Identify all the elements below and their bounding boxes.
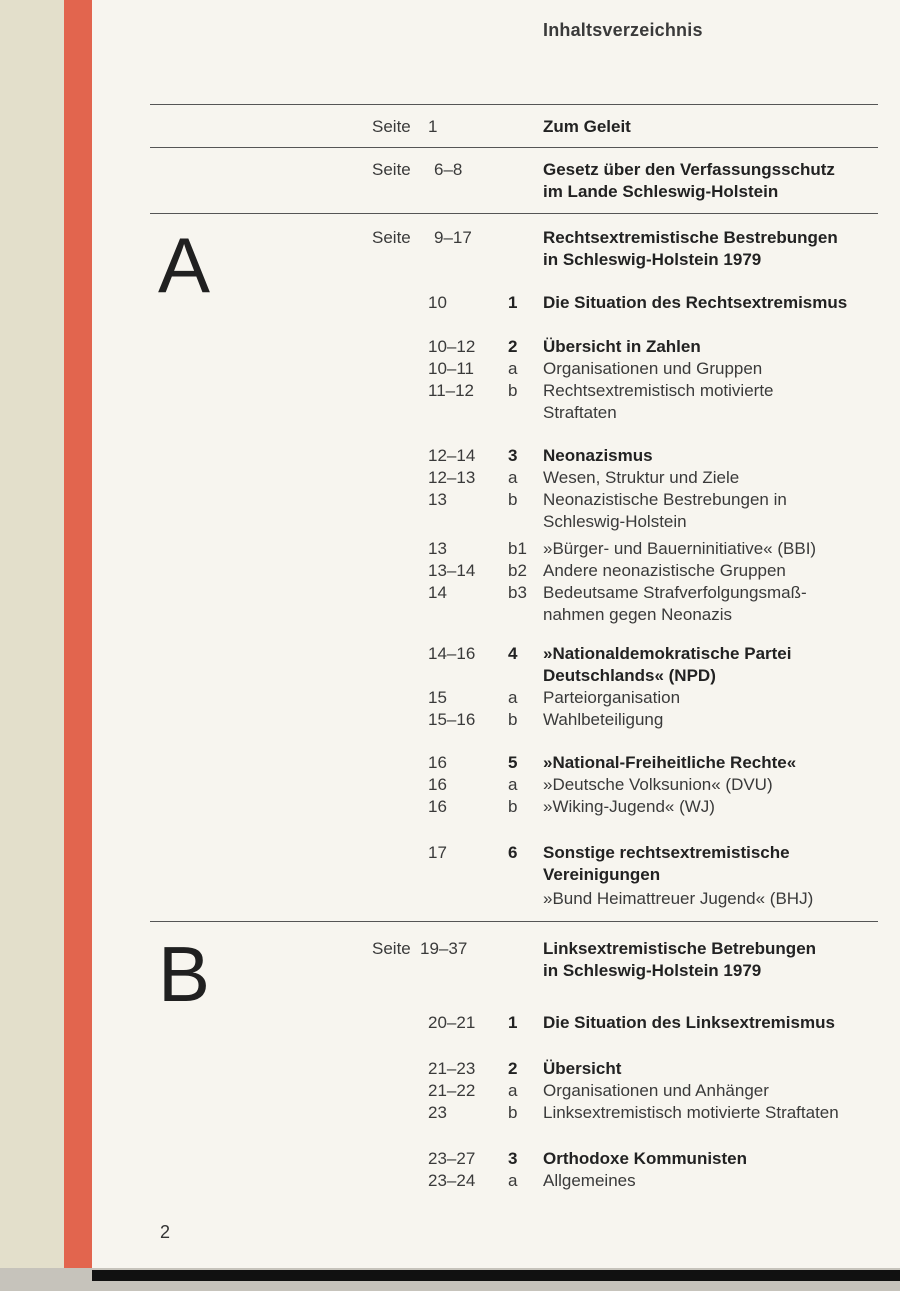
entry-number: b (508, 797, 518, 816)
divider (150, 213, 878, 214)
page-number: 2 (160, 1222, 171, 1242)
entry-pages: 10–11 (428, 359, 475, 378)
entry-title: Bedeutsame Strafverfolgungsmaß- (543, 583, 807, 602)
entry-title: Parteiorganisation (543, 688, 681, 707)
entry-pages: 12–13 (428, 468, 476, 487)
entry-title: Neonazismus (543, 446, 653, 465)
entry-pages: 6–8 (434, 160, 463, 179)
entry-pages: 20–21 (428, 1013, 476, 1032)
entry-title: im Lande Schleswig-Holstein (543, 182, 779, 201)
entry-pages: 13–14 (428, 561, 476, 580)
section-title: in Schleswig-Holstein 1979 (543, 961, 762, 980)
entry-pages: 10 (428, 293, 447, 312)
entry-title: Neonazistische Bestrebungen in (543, 490, 787, 509)
entry-number: a (508, 1081, 518, 1100)
entry-title: Die Situation des Rechtsextremismus (543, 293, 848, 312)
entry-title: Linksextremistisch motivierte Straftaten (543, 1103, 839, 1122)
entry-pages: 15 (428, 688, 447, 707)
entry-pages: 21–23 (428, 1059, 476, 1078)
entry-title: Rechtsextremistisch motivierte (543, 381, 774, 400)
entry-title: »Nationaldemokratische Partei (543, 644, 792, 663)
entry-title: Andere neonazistische Gruppen (543, 561, 786, 580)
entry-pages: 23–27 (428, 1149, 476, 1168)
entry-title: Vereinigungen (543, 865, 661, 884)
entry-number: 5 (508, 753, 518, 772)
entry-title: Orthodoxe Kommunisten (543, 1149, 748, 1168)
entry-title: »Bund Heimattreuer Jugend« (BHJ) (543, 889, 814, 908)
red-margin-strip (64, 0, 92, 1291)
entry-number: a (508, 688, 518, 707)
entry-title: Sonstige rechtsextremistische (543, 843, 790, 862)
divider (150, 147, 878, 148)
entry-title: Die Situation des Linksextremismus (543, 1013, 835, 1032)
entry-title: Wahlbeteiligung (543, 710, 664, 729)
entry-number: a (508, 468, 518, 487)
entry-title: Organisationen und Anhänger (543, 1081, 769, 1100)
entry-number: a (508, 1171, 518, 1190)
entry-title: nahmen gegen Neonazis (543, 605, 733, 624)
entry-title: Wesen, Struktur und Ziele (543, 468, 740, 487)
entry-number: 1 (508, 1013, 518, 1032)
section-title: in Schleswig-Holstein 1979 (543, 250, 762, 269)
entry-title: Übersicht (543, 1059, 622, 1078)
entry-number: a (508, 359, 518, 378)
entry-number: a (508, 775, 518, 794)
divider (150, 921, 878, 922)
entry-pages: 14 (428, 583, 447, 602)
seite-label: Seite (372, 939, 411, 958)
entry-pages: 13 (428, 490, 447, 509)
entry-pages: 16 (428, 753, 447, 772)
scan-bottom-edge (92, 1270, 900, 1281)
entry-number: b (508, 381, 518, 400)
divider (150, 104, 878, 105)
entry-title: Allgemeines (543, 1171, 636, 1190)
seite-label: Seite (372, 160, 411, 179)
page-edge-strip (0, 0, 64, 1291)
entry-number: b2 (508, 561, 527, 580)
entry-title: »Wiking-Jugend« (WJ) (543, 797, 715, 816)
entry-title: Deutschlands« (NPD) (543, 666, 716, 685)
entry-title: Zum Geleit (543, 117, 631, 136)
entry-title: »Bürger- und Bauerninitiative« (BBI) (543, 539, 817, 558)
entry-pages: 23 (428, 1103, 447, 1122)
entry-number: b (508, 710, 518, 729)
entry-number: 6 (508, 843, 518, 862)
entry-title: Straftaten (543, 403, 617, 422)
entry-pages: 16 (428, 775, 447, 794)
entry-pages: 14–16 (428, 644, 476, 663)
entry-pages: 1 (428, 117, 438, 136)
entry-number: b (508, 490, 518, 509)
section-letter-a: A (158, 221, 211, 309)
seite-label: Seite (372, 228, 411, 247)
entry-number: 4 (508, 644, 518, 663)
section-pages: 9–17 (434, 228, 472, 247)
entry-number: b1 (508, 539, 527, 558)
entry-title: Übersicht in Zahlen (543, 337, 701, 356)
entry-number: b (508, 1103, 518, 1122)
entry-pages: 23–24 (428, 1171, 476, 1190)
entry-number: 3 (508, 446, 518, 465)
seite-label: Seite (372, 117, 411, 136)
entry-pages: 12–14 (428, 446, 476, 465)
entry-pages: 17 (428, 843, 447, 862)
entry-pages: 21–22 (428, 1081, 476, 1100)
entry-pages: 13 (428, 539, 447, 558)
entry-pages: 16 (428, 797, 447, 816)
entry-title: Schleswig-Holstein (543, 512, 687, 531)
section-title: Rechtsextremistische Bestrebungen (543, 228, 838, 247)
entry-pages: 11–12 (428, 381, 475, 400)
entry-title: Organisationen und Gruppen (543, 359, 763, 378)
entry-number: 3 (508, 1149, 518, 1168)
page-title: Inhaltsverzeichnis (543, 20, 703, 40)
section-title: Linksextremistische Betrebungen (543, 939, 817, 958)
entry-title: »Deutsche Volksunion« (DVU) (543, 775, 773, 794)
entry-pages: 10–12 (428, 337, 476, 356)
entry-title: »National-Freiheitliche Rechte« (543, 753, 797, 772)
entry-number: 1 (508, 293, 518, 312)
section-letter-b: B (158, 930, 211, 1018)
entry-number: b3 (508, 583, 527, 602)
entry-pages: 15–16 (428, 710, 476, 729)
entry-number: 2 (508, 337, 518, 356)
entry-title: Gesetz über den Verfassungsschutz (543, 160, 835, 179)
entry-number: 2 (508, 1059, 518, 1078)
section-pages: 19–37 (420, 939, 468, 958)
